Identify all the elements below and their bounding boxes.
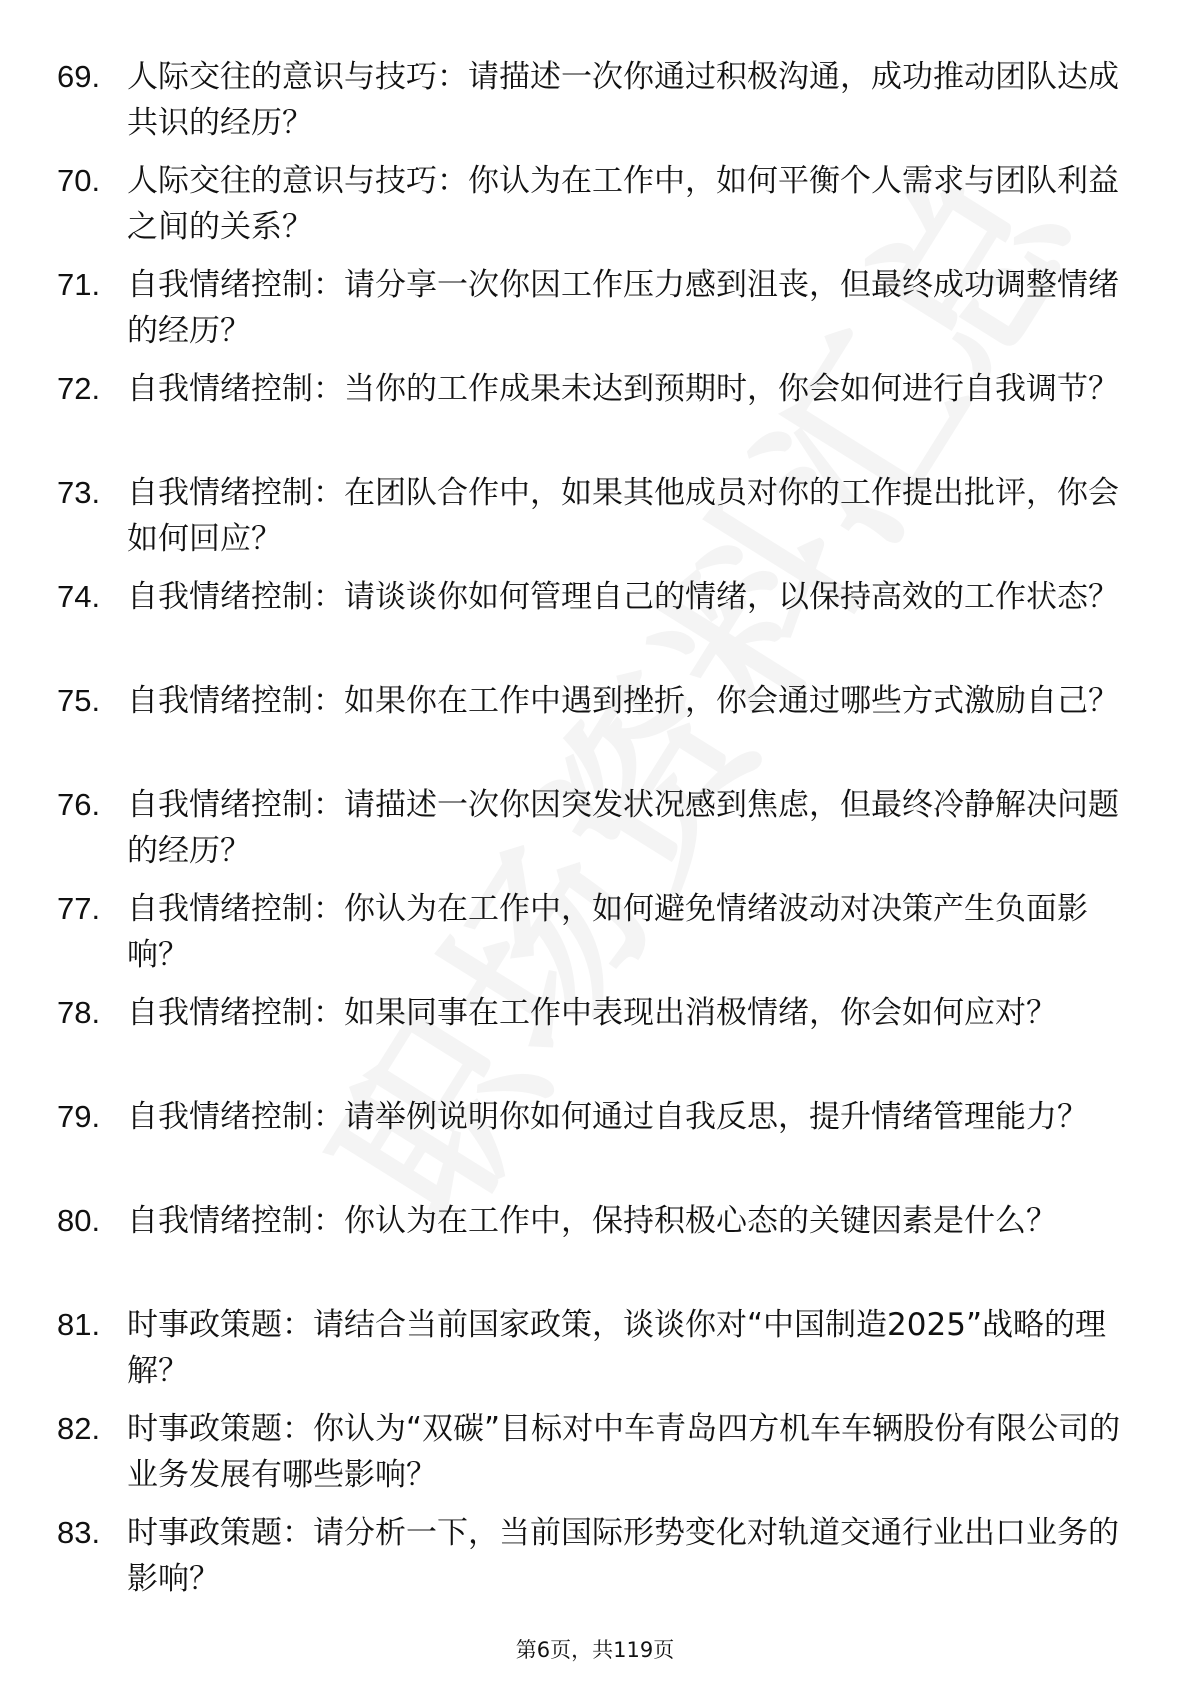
page-footer: 第6页，共119页 [515,1638,675,1662]
item-text: 自我情绪控制：你认为在工作中，保持积极心态的关键因素是什么？ [127,1203,1057,1239]
item-number: 74. [57,579,101,614]
question-list [0,54,1190,1614]
item-text: 时事政策题：请分析一下，当前国际形势变化对轨道交通行业出口业务的影响？ [127,1515,1119,1597]
item-text: 自我情绪控制：如果同事在工作中表现出消极情绪，你会如何应对？ [127,995,1057,1031]
item-text: 时事政策题：你认为“双碳”目标对中车青岛四方机车车辆股份有限公司的业务发展有哪些影响？ [127,1411,1121,1493]
list-item [0,54,1190,158]
item-number: 82. [57,1411,101,1446]
item-number: 83. [57,1515,101,1550]
item-number: 79. [57,1099,101,1134]
item-text: 自我情绪控制：请分享一次你因工作压力感到沮丧，但最终成功调整情绪的经历？ [127,267,1119,349]
item-text: 自我情绪控制：如果你在工作中遇到挫折，你会通过哪些方式激励自己？ [127,683,1119,719]
list-item [0,1198,1190,1302]
list-item [0,1094,1190,1198]
list-item [0,886,1190,990]
item-number: 70. [57,163,101,198]
item-number: 81. [57,1307,101,1342]
item-number: 71. [57,267,101,302]
list-item [0,1302,1190,1406]
item-text: 自我情绪控制：在团队合作中，如果其他成员对你的工作提出批评，你会如何回应？ [127,475,1119,557]
item-text: 自我情绪控制：请谈谈你如何管理自己的情绪，以保持高效的工作状态？ [127,579,1119,615]
list-item [0,678,1190,782]
item-number: 69. [57,59,101,94]
item-number: 80. [57,1203,101,1238]
item-text: 自我情绪控制：请举例说明你如何通过自我反思，提升情绪管理能力？ [127,1099,1088,1135]
item-text: 人际交往的意识与技巧：请描述一次你通过积极沟通，成功推动团队达成共识的经历？ [127,59,1119,141]
item-number: 72. [57,371,101,406]
list-item [0,158,1190,262]
list-item [0,990,1190,1094]
list-item [0,470,1190,574]
list-item [0,1510,1190,1614]
item-number: 76. [57,787,101,822]
item-text: 自我情绪控制：你认为在工作中，如何避免情绪波动对决策产生负面影响？ [127,891,1088,973]
item-number: 75. [57,683,101,718]
item-number: 77. [57,891,101,926]
item-number: 73. [57,475,101,510]
item-number: 78. [57,995,101,1030]
list-item [0,262,1190,366]
item-text: 自我情绪控制：当你的工作成果未达到预期时，你会如何进行自我调节？ [127,371,1119,407]
item-text: 时事政策题：请结合当前国家政策，谈谈你对“中国制造2025”战略的理解？ [127,1307,1107,1389]
list-item [0,782,1190,886]
item-text: 人际交往的意识与技巧：你认为在工作中，如何平衡个人需求与团队利益之间的关系？ [127,163,1119,245]
list-item [0,1406,1190,1510]
list-item [0,574,1190,678]
list-item [0,366,1190,470]
item-text: 自我情绪控制：请描述一次你因突发状况感到焦虑，但最终冷静解决问题的经历？ [127,787,1119,869]
